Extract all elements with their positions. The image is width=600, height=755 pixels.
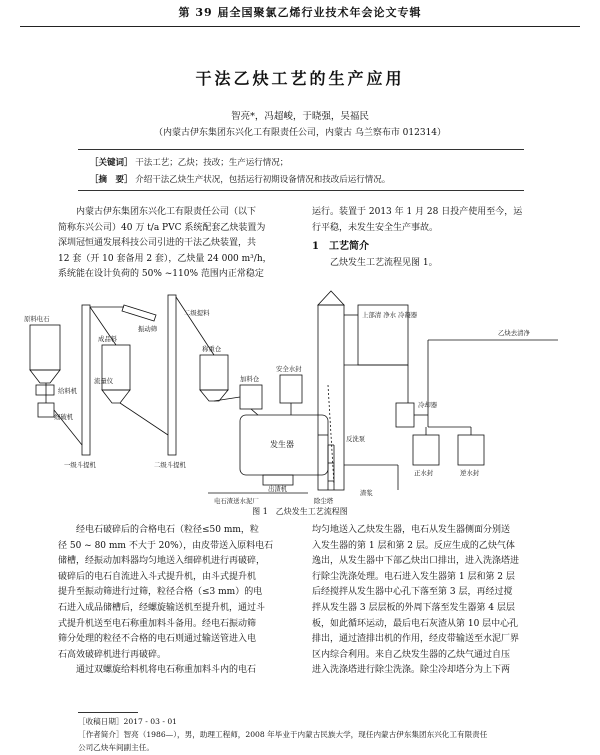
body-line: 筛分处理的粒径不合格的电石则通过输送管进入电 xyxy=(58,634,257,645)
intro-line: 系统能在设计负荷的 50% ~110% 范围内正常稳定 xyxy=(58,269,264,280)
intro-line: 运行。装置于 2013 年 1 月 28 日投产使用至今，运 xyxy=(312,207,523,217)
body-line: 储槽，经振动加料器均匀地送入细碎机进行再破碎， xyxy=(58,556,266,567)
fig-label: 二级斗提机 xyxy=(154,461,186,469)
article-title: 干法乙炔工艺的生产应用 xyxy=(195,69,405,88)
body-line: 式提升机送至电石称重加料斗备用。经电石振动筛 xyxy=(58,618,257,629)
body-right xyxy=(312,523,552,679)
intro-line: 行平稳，未发生安全生产事故。 xyxy=(312,222,439,233)
fig-label: 给料机 xyxy=(58,387,78,395)
fig-label: 发生器 xyxy=(270,440,294,449)
header-rule xyxy=(20,26,580,27)
abstract-label: ［摘 要］ xyxy=(90,175,133,185)
fig-label: 出渣机 xyxy=(268,485,288,493)
body-line: 后经搅拌从发生器中心孔下落至第 3 层，再经过搅 xyxy=(312,587,513,598)
fig-label: 成品料 xyxy=(98,335,118,343)
affiliation: （内蒙古伊东集团东兴化工有限责任公司，内蒙古 乌兰察布市 012314） xyxy=(153,128,447,138)
fig-label: 一级斗提机 xyxy=(64,461,96,469)
fig-label: 反洗泵 xyxy=(346,435,366,443)
footnote-rule xyxy=(78,712,138,713)
fig-label: 冷却器 xyxy=(418,401,438,409)
journal-header: 第 39 届全国聚氯乙烯行业技术年会论文专辑 xyxy=(178,6,422,19)
body-line: 破碎后的电石自流进入斗式提升机，由斗式提升机 xyxy=(58,571,257,582)
keyword-rule-bottom xyxy=(78,190,524,191)
vibrating-screen xyxy=(122,305,156,321)
keywords xyxy=(90,156,288,168)
fig-label: 称重仓 xyxy=(202,345,222,353)
fig-label: 振动筛 xyxy=(138,325,158,333)
feeder xyxy=(36,385,54,395)
abstract xyxy=(90,173,390,185)
body-left xyxy=(58,523,302,679)
fig-label: 二级提料 xyxy=(184,309,210,317)
intro-paragraph xyxy=(58,205,302,283)
keywords-text: 干法工艺；乙炔；技改；生产运行情况； xyxy=(135,158,289,168)
footnote-author: ［作者简介］智亮（1986—），男，助理工程师，2008 年毕业于内蒙古民族大学，现任内蒙古伊东集团东兴化工有限责任 xyxy=(78,730,488,739)
crusher xyxy=(38,403,54,417)
fig-label: 正水封 xyxy=(414,469,434,477)
body-line: 区内综合利用。来自乙炔发生器的乙炔气通过自压 xyxy=(312,649,511,660)
reverse-seal xyxy=(458,435,484,465)
body-line: 进入洗涤塔进行除尘洗涤。除尘冷却塔分为上下两 xyxy=(312,665,511,676)
raw-carbide-bin xyxy=(30,325,60,370)
body-line: 板，如此循环运动，最后电石灰渣从第 10 层中心孔 xyxy=(312,618,519,629)
intro-line: 内蒙古伊东集团东兴化工有限责任公司（以下 xyxy=(76,207,257,217)
weigh-bin xyxy=(200,355,228,390)
body-line: 石进入成品储槽后，经螺旋输送机至提升机，通过斗 xyxy=(58,602,266,613)
footnote-author-cont: 公司乙炔车间副主任。 xyxy=(78,743,154,752)
body-line: 通过双螺旋给料机将电石称重加料斗内的电石 xyxy=(76,665,257,676)
section-heading: 1 工艺简介 xyxy=(312,241,369,252)
body-line: 逸出，从发生器中下部乙炔出口排出，进入洗涤塔进 xyxy=(312,556,520,567)
process-flow-diagram xyxy=(18,285,582,510)
safety-seal xyxy=(280,375,302,403)
intro-line: 深圳冠恒通发展科技公司引进的干法乙炔装置，共 xyxy=(58,238,257,249)
fig-label: 上部清 净水 冷凝器 xyxy=(362,311,418,319)
body-line: 提升至振动筛进行过筛，粒径合格（≤3 mm）的电 xyxy=(58,587,263,598)
body-line: 石高效破碎机进行再破碎。 xyxy=(58,649,167,660)
fig-label: 安全水封 xyxy=(276,365,302,373)
fig-label: 加料仓 xyxy=(240,375,260,383)
fig-label: 乙炔去清净 xyxy=(498,329,530,337)
body-line: 经电石破碎后的合格电石（粒径≤50 mm，粒 xyxy=(76,525,259,535)
keywords-label: ［关键词］ xyxy=(90,158,133,168)
footnote-received: ［收稿日期］2017 - 03 - 01 xyxy=(78,717,177,726)
intro-line: 12 套（开 10 套备用 2 套），乙炔量 24 000 m³/h， xyxy=(58,253,272,264)
dust-tower xyxy=(318,305,344,490)
figure-caption: 图 1 乙炔发生工艺流程图 xyxy=(252,507,348,516)
authors: 智亮*，冯超峻，于晓强，吴福民 xyxy=(231,111,369,122)
fig-label: 流量仪 xyxy=(94,377,114,385)
keyword-rule-top xyxy=(78,149,524,150)
intro-line: 简称东兴公司）40 万 t/a PVC 系统配套乙炔装置为 xyxy=(58,222,266,233)
fig-label: 原料电石 xyxy=(24,315,50,323)
lift2 xyxy=(168,295,176,455)
water-seal xyxy=(413,435,439,465)
fig-label: 电石渣送水泥厂 xyxy=(214,497,259,505)
body-line: 入发生器的第 1 层和第 2 层。反应生成的乙炔气体 xyxy=(312,540,515,551)
body-line: 径 50 ~ 80 mm 不大于 20%），由皮带送入原料电石 xyxy=(58,540,274,551)
section-text: 乙炔发生工艺流程见图 1。 xyxy=(330,258,438,268)
slag-machine xyxy=(263,475,293,485)
lift1 xyxy=(82,305,90,455)
body-line: 行除尘洗涤处理。电石进入发生器第 1 层和第 2 层 xyxy=(312,571,515,582)
raw-bin-cone xyxy=(30,370,60,383)
body-line: 均匀地送入乙炔发生器，电石从发生器侧面分别送 xyxy=(312,525,511,535)
body-line: 排出，通过渣排出机的作用，经皮带输送至水泥厂界 xyxy=(312,634,520,645)
hopper xyxy=(240,385,262,409)
cooler xyxy=(396,403,414,427)
fig-label: 逆水封 xyxy=(460,469,480,477)
fig-label: 渣浆 xyxy=(360,489,373,497)
fig-label: 除尘塔 xyxy=(314,497,334,505)
intro-continued xyxy=(312,205,552,236)
fig-label: 细破机 xyxy=(54,413,74,421)
abstract-text: 介绍干法乙炔生产状况，包括运行初期设备情况和技改后运行情况。 xyxy=(135,175,391,185)
body-line: 拌从发生器 3 层层板的外周下落至发生器第 4 层层 xyxy=(312,602,515,613)
